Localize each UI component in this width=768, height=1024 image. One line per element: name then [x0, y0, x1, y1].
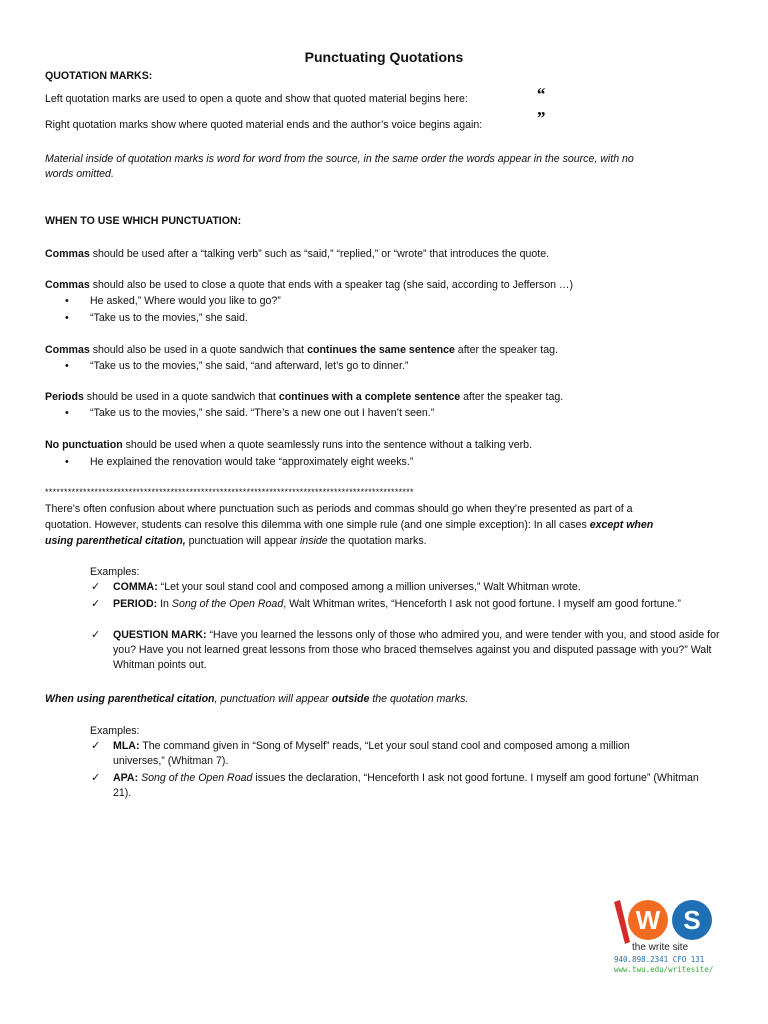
logo-url: www.twu.edu/writesite/ [614, 965, 714, 974]
checkmark-icon: ✓ [91, 598, 101, 610]
checkmark-icon: ✓ [91, 581, 101, 593]
parenthetical-text: the quotation marks. [369, 693, 469, 705]
example-label: PERIOD: [113, 598, 158, 610]
rule-emphasis: continues with a complete sentence [278, 391, 461, 403]
example-apa [113, 771, 713, 801]
page-title: Punctuating Quotations [304, 49, 464, 65]
confusion-text: the quotation marks. [327, 535, 427, 547]
confusion-italic: inside [299, 535, 328, 547]
rule-periods [45, 390, 563, 405]
example-bullet: “Take us to the movies,” she said, “and afterward, let’s go to dinner.” [90, 360, 409, 372]
checkmark-icon: ✓ [91, 772, 101, 784]
rule-label: Commas [45, 344, 90, 356]
example-bullet: He explained the renovation would take “approximately eight weeks.” [90, 456, 414, 468]
examples-heading-2: Examples: [90, 725, 140, 737]
logo-letter-w: W [635, 905, 661, 935]
example-text: “Have you learned the lessons only of those who admired you, and were tender with you, and stood aside for you? Have you not learned great lessons from those who braced themselves against you and disputed passage with you?” Walt Whitman points out. [113, 629, 720, 671]
rule-text: should be used after a “talking verb” such as “said,” “replied,” or “wrote” that introduces the quote. [89, 248, 550, 260]
pencil-icon [614, 900, 630, 944]
right-quote-mark: ” [536, 108, 545, 128]
note-line-1: Material inside of quotation marks is word for word from the source, in the same order the words appear in the source, with no [45, 153, 634, 165]
example-mla [113, 739, 683, 769]
rule-commas-2 [45, 278, 573, 293]
confusion-line-1: There’s often confusion about where punctuation such as periods and commas should go when they’re presented as part of a [45, 503, 633, 515]
bullet-icon: • [65, 360, 69, 372]
rule-text: after the speaker tag. [454, 344, 558, 356]
rule-label: Periods [45, 391, 84, 403]
confusion-text: quotation. However, students can resolve this dilemma with one simple rule (and one simple exception): In all cases [45, 519, 590, 531]
logo-phone: 940.898.2341 CFO 131 [614, 955, 705, 964]
rule-no-punctuation [45, 438, 532, 453]
example-bullet: He asked,” Where would you like to go?” [90, 295, 281, 307]
bullet-icon: • [65, 407, 69, 419]
rule-emphasis: continues the same sentence [307, 344, 455, 356]
example-text: “Let your soul stand cool and composed among a million universes,” Walt Whitman wrote. [157, 581, 581, 593]
example-text: In [157, 598, 172, 610]
bullet-icon: • [65, 456, 69, 468]
divider-stars: ************************************************************************************************* [45, 487, 414, 497]
rule-text: after the speaker tag. [460, 391, 564, 403]
example-label: QUESTION MARK: [113, 629, 207, 641]
parenthetical-emphasis: outside [331, 693, 370, 705]
parenthetical-emphasis: When using parenthetical citation [45, 693, 215, 705]
confusion-emphasis: except when [589, 519, 654, 531]
parenthetical-rule [45, 692, 468, 707]
parenthetical-text: , punctuation will appear [214, 693, 332, 705]
confusion-emphasis: using parenthetical citation, [45, 535, 186, 547]
rule-text: should also be used in a quote sandwich that [89, 344, 308, 356]
example-question-mark [113, 628, 727, 673]
note-line-2: words omitted. [45, 168, 114, 180]
bullet-icon: • [65, 312, 69, 324]
checkmark-icon: ✓ [91, 629, 101, 641]
rule-commas-3 [45, 343, 558, 358]
example-label: APA: [113, 772, 139, 784]
rule-label: Commas [45, 248, 90, 260]
example-text: , Walt Whitman writes, “Henceforth I ask not good fortune. I myself am good fortune.” [283, 598, 681, 610]
example-title: Song of the Open Road [141, 772, 253, 784]
example-label: MLA: [113, 740, 140, 752]
example-text: issues the declaration, “Henceforth I ask not good fortune. I myself am good fortune” (Whitman 21). [113, 772, 699, 799]
example-bullet: “Take us to the movies,” she said. [90, 312, 248, 324]
right-quote-text: Right quotation marks show where quoted material ends and the author’s voice begins again: [45, 119, 483, 131]
example-bullet: “Take us to the movies,” she said. “There’s a new one out I haven’t seen.” [90, 407, 435, 419]
write-site-logo [612, 898, 722, 978]
rule-label: No punctuation [45, 439, 123, 451]
confusion-text: punctuation will appear [185, 535, 300, 547]
rule-label: Commas [45, 279, 90, 291]
left-quote-text: Left quotation marks are used to open a quote and show that quoted material begins here: [45, 93, 468, 105]
left-quote-mark: “ [536, 84, 545, 104]
confusion-line-3 [45, 534, 427, 549]
when-heading: WHEN TO USE WHICH PUNCTUATION: [45, 215, 242, 227]
example-title: Song of the Open Road [171, 598, 284, 610]
logo-name: the write site [632, 942, 689, 953]
quotation-marks-heading: QUOTATION MARKS: [45, 70, 153, 82]
rule-text: should also be used to close a quote that ends with a speaker tag (she said, according to Jefferson …) [89, 279, 574, 291]
example-period [113, 597, 713, 612]
rule-text: should be used in a quote sandwich that [83, 391, 279, 403]
rule-commas-1 [45, 247, 549, 262]
checkmark-icon: ✓ [91, 740, 101, 752]
example-text: The command given in “Song of Myself” reads, “Let your soul stand cool and composed among a million universes,” (Whitman 7). [113, 740, 630, 767]
rule-text: should be used when a quote seamlessly runs into the sentence without a talking verb. [122, 439, 532, 451]
examples-heading-1: Examples: [90, 566, 140, 578]
logo-letter-s: S [683, 905, 701, 935]
bullet-icon: • [65, 295, 69, 307]
example-label: COMMA: [113, 581, 158, 593]
confusion-line-2 [45, 518, 653, 533]
example-comma [113, 580, 733, 595]
